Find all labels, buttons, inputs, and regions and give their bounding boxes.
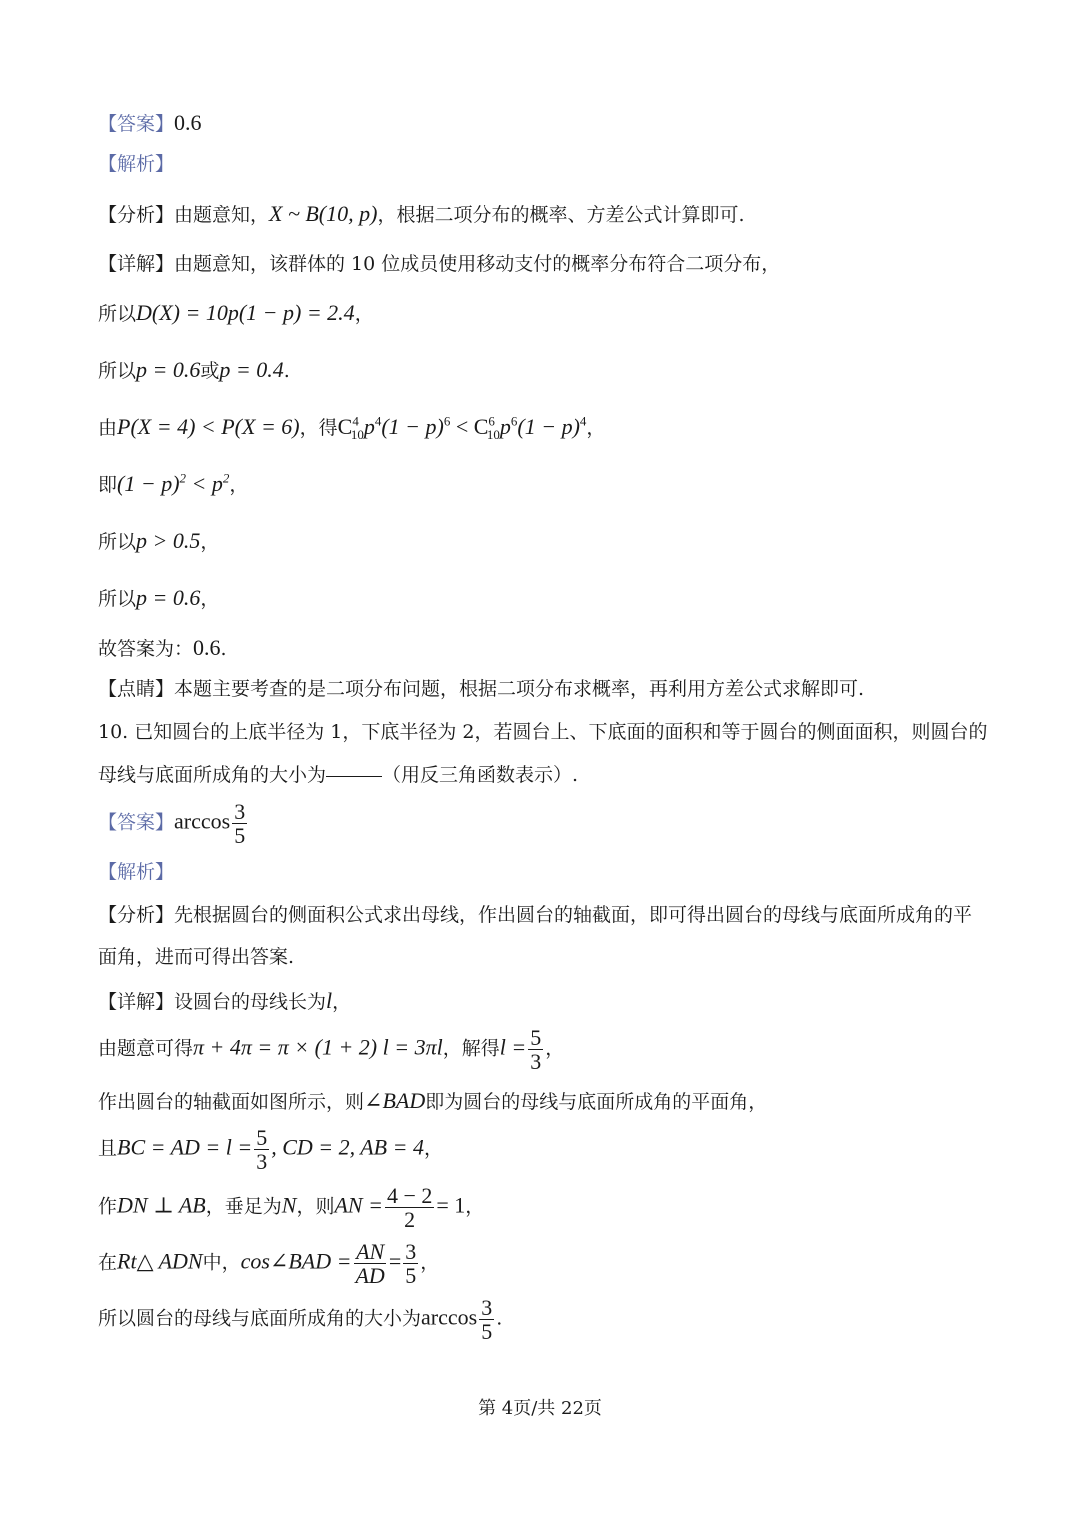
line-prefix: 故答案为：: [98, 638, 194, 660]
fenxi-10-line-1: [98, 906, 972, 925]
answer-fraction: $\frac{3}{5}$: [234, 799, 246, 849]
three-fifths: $\frac{3}{5}$: [405, 1239, 417, 1289]
an-fraction: $\frac{4 - 2}{2}$: [386, 1183, 433, 1233]
question-10-line-2: [98, 766, 578, 785]
perpendicular-statement: DN ⊥ AB: [117, 1192, 206, 1218]
xiangjie-text: 设圆台的母线长为: [174, 991, 327, 1013]
line-prefix: 即: [98, 474, 118, 496]
answer-9: [98, 112, 202, 134]
line-suffix: ，: [200, 531, 220, 553]
variance-equation: D(X) = 10p(1 − p) = 2.4: [136, 300, 355, 325]
xiangjie-tag: 【详解】: [98, 991, 175, 1013]
greater-inequality: p > 0.5: [136, 528, 201, 553]
xiangjie-tag: 【详解】: [98, 253, 175, 275]
line-prefix: 作: [98, 1195, 118, 1218]
line-suffix: ，: [545, 1037, 565, 1060]
analysis-9-heading: [98, 155, 174, 174]
p-value-1: p = 0.6: [136, 357, 201, 382]
line-prefix: 在: [98, 1251, 118, 1274]
line-prefix: 所以: [98, 531, 137, 553]
line-right-triangle: [98, 1240, 439, 1287]
line-suffix: ，: [229, 474, 249, 496]
line-suffix: ，: [354, 303, 374, 325]
line-prefix: 所以: [98, 588, 137, 610]
axial-text-2: 即为圆台的母线与底面所成角的平面角，: [425, 1091, 768, 1113]
line-perpendicular: [98, 1184, 484, 1231]
line-square: [98, 470, 249, 496]
fenxi-10-line-2: [98, 948, 294, 967]
line-suffix: .: [220, 638, 227, 660]
question-10-line-1: [98, 723, 988, 742]
p-equation: p = 0.6: [136, 585, 201, 610]
an-over-ad: $\frac{AN}{AD}$: [355, 1239, 385, 1289]
line-mid: 中，: [202, 1251, 241, 1274]
dianjing-tag: 【点睛】: [98, 678, 175, 700]
analysis-10-heading: [98, 863, 174, 882]
question-text: 10. 已知圆台的上底半径为 1，下底半径为 2，若圆台上、下底面的面积和等于圆台的侧面面积，则圆台的: [98, 721, 988, 743]
line-prefix: 所以: [98, 303, 137, 325]
conclusion-text: 所以圆台的母线与底面所成角的大小为: [98, 1307, 422, 1330]
line-prefix: 由: [98, 417, 118, 439]
line-suffix: .: [283, 360, 290, 382]
probability-inequality: P(X = 4) < P(X = 6): [117, 414, 300, 439]
line-mid: 或: [200, 360, 220, 382]
fenxi-tag: 【分析】: [98, 204, 175, 226]
question-text: （用反三角函数表示）.: [382, 764, 579, 786]
xiangjie-9: [98, 255, 780, 274]
line-mid: ，垂足为: [205, 1195, 282, 1218]
right-triangle: Rt△ ADN: [117, 1248, 203, 1274]
line-axial-section: [98, 1090, 767, 1112]
slant-length-symbol: l: [326, 988, 333, 1013]
line-lengths: [98, 1126, 443, 1173]
angle-bad: ∠BAD: [364, 1088, 426, 1113]
answer-tag: 【答案】: [98, 811, 175, 834]
line-prefix: 由题意可得: [98, 1037, 194, 1060]
dianjing-9: [98, 680, 864, 699]
line-suffix: ，: [586, 417, 606, 439]
arccos-function: arccos: [421, 1304, 478, 1330]
fenxi-math: X ~ B(10, p): [269, 201, 378, 226]
line-prefix: 且: [98, 1137, 118, 1160]
axial-text: 作出圆台的轴截面如图所示，则: [98, 1091, 365, 1113]
line-suffix: ，: [423, 1137, 443, 1160]
an-equals: AN =: [334, 1192, 383, 1218]
answer-blank: [326, 776, 382, 777]
answer-value: 0.6: [174, 110, 202, 135]
fenxi-text: 由题意知，: [174, 204, 270, 226]
line-equal: [98, 587, 219, 609]
xiangjie-text: 由题意知，该群体的 10 位成员使用移动支付的概率分布符合二项分布，: [174, 253, 781, 275]
xiangjie-10: [98, 990, 351, 1012]
line-suffix: ，: [200, 588, 220, 610]
line-inequality: [98, 413, 606, 443]
square-inequality: $(1 - p)^2 < p^2$: [117, 470, 230, 496]
line-suffix: ，: [332, 991, 352, 1013]
final-fraction: $\frac{3}{5}$: [481, 1295, 493, 1345]
l-equals: l =: [499, 1034, 527, 1060]
p-value-2: p = 0.4: [219, 357, 284, 382]
line-greater: [98, 530, 219, 552]
line-prefix: 所以: [98, 360, 137, 382]
length-values: , CD = 2, AB = 4: [271, 1134, 424, 1160]
dianjing-text: 本题主要考查的是二项分布问题，根据二项分布求概率，再利用方差公式求解即可.: [174, 678, 865, 700]
fenxi-text: 先根据圆台的侧面积公式求出母线，作出圆台的轴截面，即可得出圆台的母线与底面所成角的平: [174, 904, 973, 926]
answer-10: [98, 800, 249, 847]
line-p-values: [98, 359, 290, 381]
an-result: = 1: [436, 1192, 466, 1218]
question-text: 母线与底面所成角的大小为: [98, 764, 327, 786]
l-fraction: $\frac{5}{3}$: [530, 1025, 542, 1075]
foot-point: N: [281, 1192, 297, 1218]
length-equation: BC = AD = l =: [117, 1134, 253, 1160]
fenxi-tag: 【分析】: [98, 904, 175, 926]
line-pi-equation: [98, 1026, 564, 1073]
length-fraction: $\frac{5}{3}$: [256, 1125, 268, 1175]
analysis-tag: 【解析】: [98, 153, 175, 175]
fenxi-text-2: ，根据二项分布的概率、方差公式计算即可.: [377, 204, 745, 226]
arccos-function: arccos: [174, 808, 231, 834]
line-mid: ，则: [296, 1195, 335, 1218]
line-suffix: ，: [465, 1195, 485, 1218]
line-variance: [98, 302, 374, 324]
line-mid: ，解得: [442, 1037, 500, 1060]
fenxi-text-2: 面角，进而可得出答案.: [98, 946, 295, 968]
page-footer: 第 4页/共 22页: [478, 1398, 602, 1419]
area-equation: π + 4π = π × (1 + 2) l = 3πl: [193, 1034, 443, 1060]
equals-sign: =: [388, 1248, 402, 1274]
line-mid: ，得: [299, 417, 338, 439]
answer-tag: 【答案】: [98, 113, 175, 135]
fenxi-9: [98, 203, 745, 225]
binomial-term: $C^4_{10}p^4(1 - p)^6 < C^6_{10}p^6(1 - p)^4$: [337, 413, 587, 443]
cos-equation: cos∠BAD =: [240, 1248, 352, 1274]
line-suffix: .: [496, 1307, 503, 1330]
analysis-tag: 【解析】: [98, 861, 175, 883]
line-suffix: ，: [420, 1251, 440, 1274]
line-conclusion: [98, 1296, 502, 1343]
line-answer: [98, 637, 227, 659]
answer-number: 0.6: [193, 635, 221, 660]
